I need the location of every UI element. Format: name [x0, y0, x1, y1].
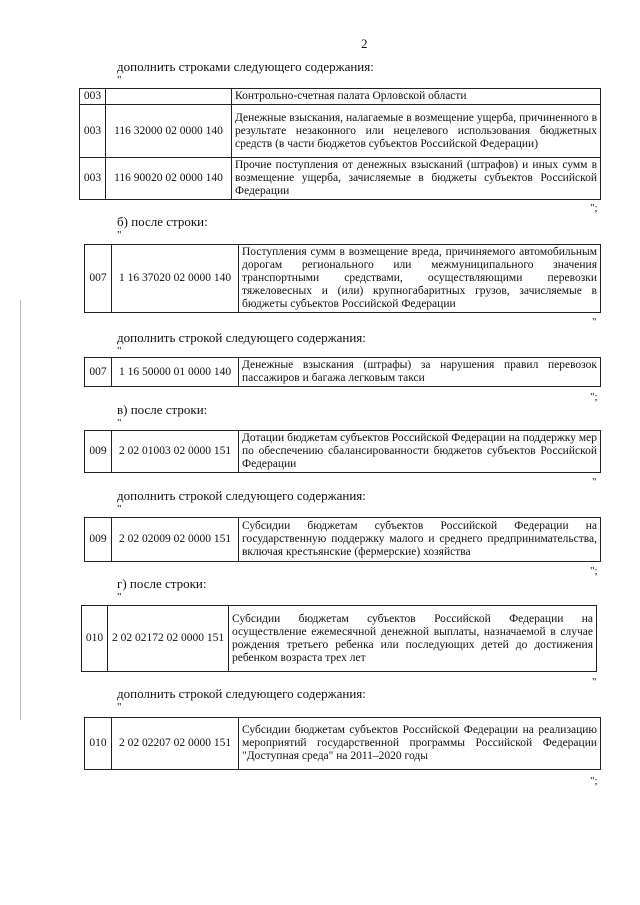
- block-7-table: [84, 717, 601, 770]
- block-5-intro: дополнить строкой следующего содержания:: [117, 488, 366, 503]
- row-code: 009: [85, 431, 112, 473]
- block-4-close-quote: ": [592, 476, 597, 488]
- row-kbk: 2 02 01003 02 0000 151: [112, 431, 239, 473]
- row-kbk: 2 02 02009 02 0000 151: [112, 518, 239, 562]
- table-row: [80, 89, 601, 105]
- block-1-intro: дополнить строками следующего содержания:: [117, 59, 374, 74]
- row-kbk: 116 32000 02 0000 140: [106, 105, 232, 158]
- row-text: Прочие поступления от денежных взысканий (штрафов) и иных сумм в возмещение ущерба, зачисляемые в бюджеты субъектов Российской Федерации: [232, 158, 601, 200]
- block-2-intro: б) после строки:: [117, 214, 208, 229]
- row-kbk: 2 02 02172 02 0000 151: [108, 606, 229, 672]
- row-kbk: 1 16 50000 01 0000 140: [112, 358, 239, 387]
- row-code: 003: [80, 105, 106, 158]
- page-number: 2: [361, 36, 368, 51]
- block-3-open-quote: ": [117, 345, 122, 357]
- block-5-table: [84, 517, 601, 562]
- row-text: Контрольно-счетная палата Орловской области: [232, 89, 601, 105]
- table-row: [85, 518, 601, 562]
- block-7-intro: дополнить строкой следующего содержания:: [117, 686, 366, 701]
- block-4-table: [84, 430, 601, 473]
- block-3-intro: дополнить строкой следующего содержания:: [117, 330, 366, 345]
- row-code: 010: [85, 718, 112, 770]
- row-code: 003: [80, 158, 106, 200]
- row-text: Субсидии бюджетам субъектов Российской Федерации на осуществление ежемесячной денежной выплаты, назначаемой в случае рождения третьего ребенка или последующих детей до достижения ребенком возраста трех лет: [229, 606, 597, 672]
- row-code: 007: [85, 245, 112, 313]
- block-4-open-quote: ": [117, 417, 122, 429]
- row-text: Денежные взыскания (штрафы) за нарушения правил перевозок пассажиров и багажа легковым такси: [239, 358, 601, 387]
- row-text: Субсидии бюджетам субъектов Российской Федерации на реализацию мероприятий государственной программы Российской Федерации "Доступная среда" на 2011–2020 годы: [239, 718, 601, 770]
- block-7-open-quote: ": [117, 701, 122, 713]
- row-code: 007: [85, 358, 112, 387]
- block-4-intro: в) после строки:: [117, 402, 208, 417]
- row-code: 009: [85, 518, 112, 562]
- row-text: Субсидии бюджетам субъектов Российской Федерации на государственную поддержку малого и среднего предпринимательства, включая крестьянские (фермерские) хозяйства: [239, 518, 601, 562]
- block-5-close-quote: ";: [590, 565, 598, 577]
- row-kbk: 116 90020 02 0000 140: [106, 158, 232, 200]
- table-row: [85, 358, 601, 387]
- table-row: [80, 158, 601, 200]
- table-row: [82, 606, 597, 672]
- row-text: Дотации бюджетам субъектов Российской Федерации на поддержку мер по обеспечению сбалансированности бюджетов субъектов Российской Федерации: [239, 431, 601, 473]
- block-2-table: [84, 244, 601, 313]
- block-1-close-quote: ";: [590, 202, 598, 214]
- block-3-close-quote: ";: [590, 391, 598, 403]
- table-row: [85, 431, 601, 473]
- block-1-table: [79, 88, 601, 200]
- block-2-open-quote: ": [117, 229, 122, 241]
- block-3-table: [84, 357, 601, 387]
- block-6-open-quote: ": [117, 591, 122, 603]
- row-kbk: 2 02 02207 02 0000 151: [112, 718, 239, 770]
- table-row: [85, 245, 601, 313]
- block-6-close-quote: ": [592, 676, 597, 688]
- table-row: [80, 105, 601, 158]
- row-text: Денежные взыскания, налагаемые в возмещение ущерба, причиненного в результате незаконного или нецелевого использования бюджетных средств (в части бюджетов субъектов Российской Федерации): [232, 105, 601, 158]
- block-7-close-quote: ";: [590, 775, 598, 787]
- block-5-open-quote: ": [117, 503, 122, 515]
- row-kbk: [106, 89, 232, 105]
- block-2-close-quote: ": [592, 316, 597, 328]
- block-1-open-quote: ": [117, 74, 122, 86]
- row-kbk: 1 16 37020 02 0000 140: [112, 245, 239, 313]
- table-row: [85, 718, 601, 770]
- row-text: Поступления сумм в возмещение вреда, причиняемого автомобильным дорогам регионального или межмуниципального значения транспортными средствами, осуществляющими перевозки тяжеловесных и (или) крупногабаритных грузов, зачисляемые в бюджеты субъектов Российской Федерации: [239, 245, 601, 313]
- row-code: 010: [82, 606, 108, 672]
- block-6-table: [81, 605, 597, 672]
- scan-edge-line: [20, 300, 21, 720]
- row-code: 003: [80, 89, 106, 105]
- block-6-intro: г) после строки:: [117, 576, 207, 591]
